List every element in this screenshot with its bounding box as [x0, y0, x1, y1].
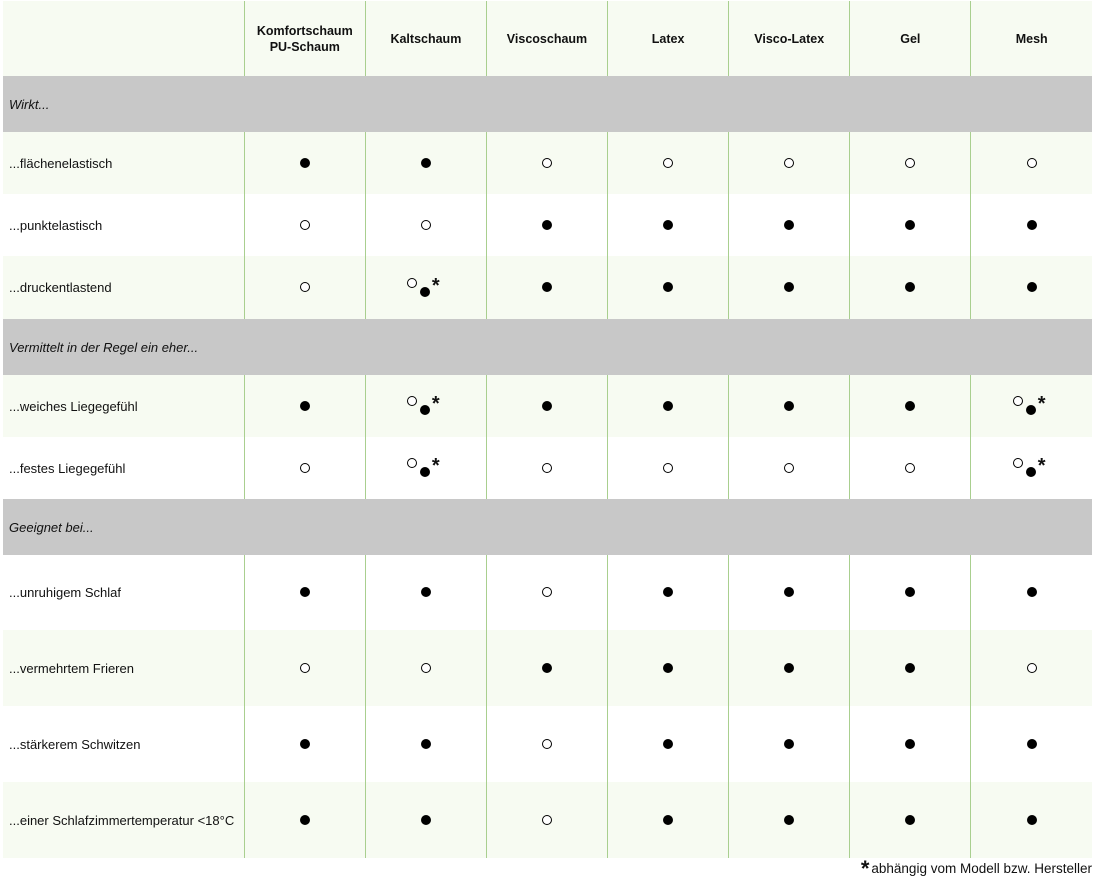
filled-circle-icon — [663, 401, 673, 411]
mixed-circles-asterisk-icon — [405, 456, 447, 480]
empty-circle-icon — [784, 463, 794, 473]
column-header-label: Viscoschaum — [506, 31, 588, 46]
rating-cell — [850, 437, 971, 499]
filled-circle-icon — [663, 282, 673, 292]
rating-cell — [850, 132, 971, 194]
rating-cell — [486, 706, 607, 782]
rating-cell — [850, 782, 971, 858]
asterisk-icon: * — [431, 274, 440, 297]
filled-circle-icon — [300, 587, 310, 597]
column-header-label: Visco-Latex — [754, 31, 825, 46]
header-row — [3, 1, 1092, 76]
rating-cell — [486, 256, 607, 319]
rating-cell — [365, 437, 486, 499]
section-title: Wirkt... — [3, 76, 1092, 132]
rating-cell — [608, 256, 729, 319]
rating-cell — [365, 132, 486, 194]
filled-circle-icon — [1026, 467, 1036, 477]
comparison-table — [3, 1, 1092, 858]
section-row — [3, 499, 1092, 555]
rating-cell — [486, 437, 607, 499]
empty-circle-icon — [300, 220, 310, 230]
rating-cell — [608, 630, 729, 706]
mixed-circles-asterisk-icon — [1011, 394, 1053, 418]
filled-circle-icon — [421, 158, 431, 168]
rating-cell — [365, 256, 486, 319]
empty-circle-icon — [421, 663, 431, 673]
rating-cell — [971, 132, 1092, 194]
filled-circle-icon — [542, 401, 552, 411]
footnote — [861, 853, 1092, 879]
row-label: ...punktelastisch — [3, 194, 244, 256]
row-label: ...festes Liegegefühl — [3, 437, 244, 499]
filled-circle-icon — [784, 401, 794, 411]
rating-cell — [365, 194, 486, 256]
row-label: ...druckentlastend — [3, 256, 244, 319]
empty-circle-icon — [663, 158, 673, 168]
row-label: ...weiches Liegegefühl — [3, 375, 244, 437]
table-row — [3, 375, 1092, 437]
rating-cell — [971, 630, 1092, 706]
filled-circle-icon — [905, 587, 915, 597]
filled-circle-icon — [905, 401, 915, 411]
empty-circle-icon — [542, 158, 552, 168]
empty-circle-icon — [300, 663, 310, 673]
rating-cell — [608, 437, 729, 499]
row-label: ...flächenelastisch — [3, 132, 244, 194]
empty-circle-icon — [1013, 396, 1023, 406]
rating-cell — [850, 630, 971, 706]
filled-circle-icon — [1027, 282, 1037, 292]
rating-cell — [971, 555, 1092, 630]
rating-cell — [850, 256, 971, 319]
asterisk-icon: * — [431, 455, 440, 477]
rating-cell — [244, 782, 365, 858]
rating-cell — [486, 375, 607, 437]
rating-cell — [244, 630, 365, 706]
column-header-label: Mesh — [1015, 31, 1048, 46]
rating-cell — [244, 256, 365, 319]
rating-cell — [729, 194, 850, 256]
rating-cell — [729, 437, 850, 499]
filled-circle-icon — [784, 663, 794, 673]
column-header-label: Kaltschaum — [390, 31, 462, 46]
empty-circle-icon — [300, 463, 310, 473]
rating-cell — [971, 437, 1092, 499]
rating-cell — [365, 375, 486, 437]
filled-circle-icon — [784, 282, 794, 292]
rating-cell — [365, 630, 486, 706]
mixed-circles-asterisk-icon — [405, 276, 447, 300]
empty-circle-icon — [663, 463, 673, 473]
filled-circle-icon — [663, 220, 673, 230]
column-header-label: Gel — [900, 31, 921, 46]
rating-cell — [244, 437, 365, 499]
empty-circle-icon — [1027, 663, 1037, 673]
column-header-label: Komfortschaum PU-Schaum — [256, 23, 353, 54]
rating-cell — [608, 706, 729, 782]
filled-circle-icon — [542, 282, 552, 292]
filled-circle-icon — [542, 663, 552, 673]
empty-circle-icon — [905, 463, 915, 473]
empty-circle-icon — [542, 739, 552, 749]
filled-circle-icon — [300, 815, 310, 825]
filled-circle-icon — [905, 282, 915, 292]
rating-cell — [729, 630, 850, 706]
column-header-label: Latex — [651, 31, 685, 46]
filled-circle-icon — [905, 220, 915, 230]
table-row — [3, 132, 1092, 194]
section-row — [3, 319, 1092, 375]
table-row — [3, 256, 1092, 319]
empty-circle-icon — [407, 278, 417, 288]
rating-cell — [971, 782, 1092, 858]
asterisk-icon: * — [1037, 393, 1046, 415]
filled-circle-icon — [784, 815, 794, 825]
rating-cell — [486, 132, 607, 194]
filled-circle-icon — [1027, 220, 1037, 230]
row-label: ...einer Schlafzimmertemperatur <18°C — [3, 782, 244, 858]
rating-cell — [729, 375, 850, 437]
column-header-mesh — [971, 1, 1092, 76]
rating-cell — [971, 194, 1092, 256]
rating-cell — [971, 375, 1092, 437]
filled-circle-icon — [421, 739, 431, 749]
filled-circle-icon — [663, 815, 673, 825]
mixed-circles-asterisk-icon — [1011, 456, 1053, 480]
table-row — [3, 706, 1092, 782]
rating-cell — [486, 630, 607, 706]
rating-cell — [365, 706, 486, 782]
rating-cell — [608, 375, 729, 437]
rating-cell — [729, 706, 850, 782]
rating-cell — [244, 375, 365, 437]
rating-cell — [850, 706, 971, 782]
section-title: Geeignet bei... — [3, 499, 1092, 555]
row-label: ...vermehrtem Frieren — [3, 630, 244, 706]
filled-circle-icon — [421, 587, 431, 597]
filled-circle-icon — [905, 739, 915, 749]
filled-circle-icon — [420, 287, 430, 297]
section-title: Vermittelt in der Regel ein eher... — [3, 319, 1092, 375]
filled-circle-icon — [1027, 739, 1037, 749]
rating-cell — [850, 375, 971, 437]
empty-circle-icon — [421, 220, 431, 230]
filled-circle-icon — [663, 663, 673, 673]
empty-circle-icon — [784, 158, 794, 168]
rating-cell — [244, 555, 365, 630]
rating-cell — [729, 256, 850, 319]
filled-circle-icon — [300, 158, 310, 168]
filled-circle-icon — [300, 739, 310, 749]
footnote-asterisk: * — [860, 856, 870, 881]
rating-cell — [850, 194, 971, 256]
empty-circle-icon — [542, 815, 552, 825]
asterisk-icon: * — [431, 393, 440, 415]
header-corner — [3, 1, 244, 76]
rating-cell — [365, 782, 486, 858]
filled-circle-icon — [663, 739, 673, 749]
filled-circle-icon — [784, 587, 794, 597]
rating-cell — [971, 256, 1092, 319]
column-header-kaltschaum — [365, 1, 486, 76]
mixed-circles-asterisk-icon — [405, 394, 447, 418]
rating-cell — [486, 782, 607, 858]
empty-circle-icon — [1027, 158, 1037, 168]
row-label: ...stärkerem Schwitzen — [3, 706, 244, 782]
column-header-visco-latex — [729, 1, 850, 76]
section-row — [3, 76, 1092, 132]
filled-circle-icon — [784, 220, 794, 230]
filled-circle-icon — [420, 467, 430, 477]
filled-circle-icon — [1027, 587, 1037, 597]
rating-cell — [729, 555, 850, 630]
filled-circle-icon — [1026, 405, 1036, 415]
filled-circle-icon — [420, 405, 430, 415]
footnote-text: abhängig vom Modell bzw. Hersteller — [871, 861, 1092, 876]
filled-circle-icon — [300, 401, 310, 411]
column-header-gel — [850, 1, 971, 76]
rating-cell — [608, 132, 729, 194]
table-row — [3, 555, 1092, 630]
table-row — [3, 782, 1092, 858]
empty-circle-icon — [905, 158, 915, 168]
table-row — [3, 194, 1092, 256]
rating-cell — [244, 194, 365, 256]
empty-circle-icon — [542, 463, 552, 473]
rating-cell — [244, 706, 365, 782]
empty-circle-icon — [407, 458, 417, 468]
empty-circle-icon — [1013, 458, 1023, 468]
rating-cell — [486, 194, 607, 256]
filled-circle-icon — [542, 220, 552, 230]
column-header-viscoschaum — [486, 1, 607, 76]
rating-cell — [971, 706, 1092, 782]
column-header-komfortschaum — [244, 1, 365, 76]
filled-circle-icon — [421, 815, 431, 825]
rating-cell — [729, 132, 850, 194]
empty-circle-icon — [407, 396, 417, 406]
table-row — [3, 630, 1092, 706]
rating-cell — [608, 555, 729, 630]
filled-circle-icon — [1027, 815, 1037, 825]
rating-cell — [244, 132, 365, 194]
rating-cell — [486, 555, 607, 630]
filled-circle-icon — [784, 739, 794, 749]
rating-cell — [365, 555, 486, 630]
row-label: ...unruhigem Schlaf — [3, 555, 244, 630]
rating-cell — [608, 194, 729, 256]
filled-circle-icon — [663, 587, 673, 597]
table-row — [3, 437, 1092, 499]
column-header-latex — [608, 1, 729, 76]
filled-circle-icon — [905, 815, 915, 825]
asterisk-icon: * — [1037, 455, 1046, 477]
empty-circle-icon — [300, 282, 310, 292]
rating-cell — [850, 555, 971, 630]
filled-circle-icon — [905, 663, 915, 673]
empty-circle-icon — [542, 587, 552, 597]
rating-cell — [608, 782, 729, 858]
rating-cell — [729, 782, 850, 858]
